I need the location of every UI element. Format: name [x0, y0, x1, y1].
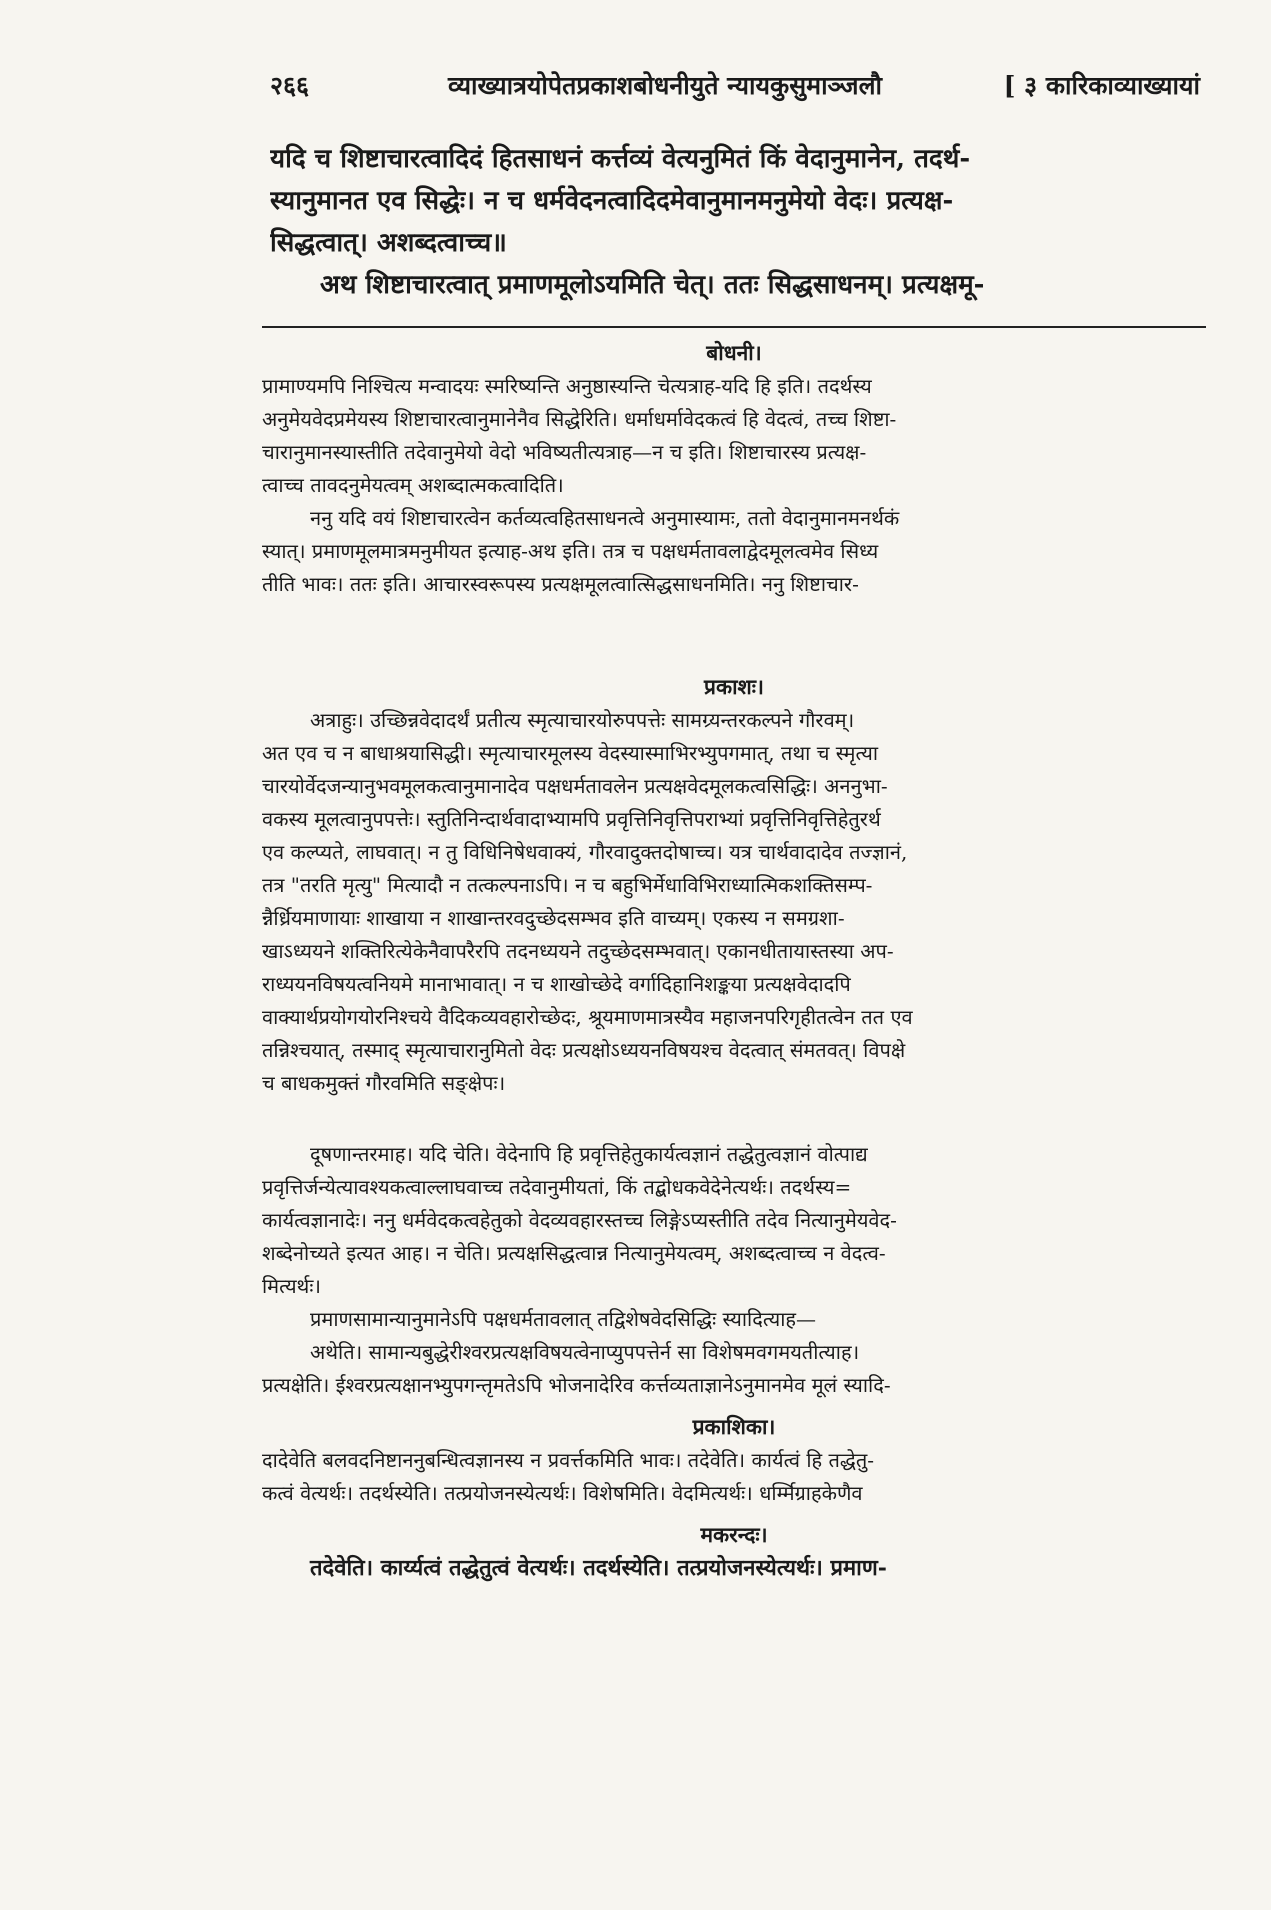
commentary-line: अत्राहुः। उच्छिन्नवेदादर्थं प्रतीत्य स्मृत्याचारयोरुपपत्तेः सामग्र्यन्तरकल्पने गौरवम्।: [310, 708, 855, 732]
commentary-line: च बाधकमुक्तं गौरवमिति सङ्क्षेपः।: [262, 1071, 506, 1095]
book-title: व्याख्यात्रयोपेतप्रकाशबोधनीयुते न्यायकुसुमाञ्जलौ: [447, 71, 883, 100]
commentary-line: तत्र "तरति मृत्यु" मित्यादौ न तत्कल्पनाऽपि। न च बहुभिर्मेधाविभिराध्यात्मिकशक्तिसम्प-: [262, 873, 873, 897]
prakashika-commentary: [262, 1410, 1206, 1510]
commentary-line: दूषणान्तरमाह। यदि चेति। वेदेनापि हि प्रवृत्तिहेतुकार्यत्वज्ञानं तद्धेतुत्वज्ञानं वोत्पाद्य: [310, 1142, 868, 1166]
makaranda-heading: मकरन्दः।: [700, 1522, 768, 1547]
section-label: [ ३ कारिकाव्याख्यायां: [1003, 71, 1200, 100]
commentary-line: प्रत्यक्षेति। ईश्वरप्रत्यक्षानभ्युपगन्तृमतेऽपि भोजनादेरिव कर्त्तव्यताज्ञानेऽनुमानमेव मूलं स्यादि-: [262, 1373, 891, 1397]
makaranda-commentary: [262, 1518, 1206, 1585]
commentary-line: वाक्यार्थप्रयोगयोरनिश्चये वैदिकव्यवहारोच्छेदः, श्रूयमाणमात्रस्यैव महाजनपरिगृहीतत्वेन तत एव: [262, 1005, 913, 1029]
commentary-line: दादेवेति बलवदनिष्टाननुबन्धित्वज्ञानस्य न प्रवर्त्तकमिति भावः। तदेवेति। कार्यत्वं हि तद्धेतु-: [262, 1448, 875, 1472]
page-number: २६६: [270, 71, 310, 100]
commentary-line: प्रमाणसामान्यानुमानेऽपि पक्षधर्मतावलात् तद्विशेषवेदसिद्धिः स्यादित्याह—: [310, 1307, 817, 1331]
commentary-line: त्वाच्च तावदनुमेयत्वम् अशब्दात्मकत्वादिति।: [262, 473, 564, 497]
commentary-line: न्नैर्ध्रियमाणायाः शाखाया न शाखान्तरवदुच्छेदसम्भव इति वाच्यम्। एकस्य न समग्रशा-: [262, 906, 845, 930]
prakasha-commentary: [262, 670, 1206, 1100]
commentary-line: कत्वं वेत्यर्थः। तदर्थस्येति। तत्प्रयोजनस्येत्यर्थः। विशेषमिति। वेदमित्यर्थः। धर्म्मिग्राहकेणैव: [262, 1481, 863, 1505]
main-line: अथ शिष्टाचारत्वात् प्रमाणमूलोऽयमिति चेत्। ततः सिद्धसाधनम्। प्रत्यक्षमू-: [320, 270, 985, 300]
commentary-line: वकस्य मूलत्वानुपपत्तेः। स्तुतिनिन्दार्थवादाभ्यामपि प्रवृत्तिनिवृत्तिपराभ्यां प्रवृत्तिनिवृत्तिहेतुरर्थ: [262, 807, 881, 831]
commentary-line: अत एव च न बाधाश्रयासिद्धी। स्मृत्याचारमूलस्य वेदस्यास्माभिरभ्युपगमात्, तथा च स्मृत्या: [262, 741, 879, 765]
main-text: [270, 138, 1200, 306]
commentary-line: तीति भावः। ततः इति। आचारस्वरूपस्य प्रत्यक्षमूलत्वात्सिद्धसाधनमिति। ननु शिष्टाचार-: [262, 572, 859, 596]
commentary-line: प्रवृत्तिर्जन्येत्यावश्यकत्वाल्लाघवाच्च तदेवानुमीयतां, किं तद्बोधकवेदेनेत्यर्थः। तदर्थस्य=: [262, 1175, 852, 1199]
bodhani-continued: [262, 1138, 1206, 1402]
commentary-line: तन्निश्चयात्, तस्माद् स्मृत्याचारानुमितो वेदः प्रत्यक्षोऽध्ययनविषयश्च वेदत्वात् संमतवत्। विपक्षे: [262, 1038, 906, 1062]
commentary-line: चारानुमानस्यास्तीति तदेवानुमेयो वेदो भविष्यतीत्यत्राह—न च इति। शिष्टाचारस्य प्रत्यक्ष-: [262, 440, 867, 464]
commentary-line: प्रामाण्यमपि निश्चित्य मन्वादयः स्मरिष्यन्ति अनुष्ठास्यन्ति चेत्यत्राह-यदि हि इति। तदर्थस्य: [262, 374, 872, 398]
commentary-line: ननु यदि वयं शिष्टाचारत्वेन कर्तव्यत्वहितसाधनत्वे अनुमास्यामः, ततो वेदानुमानमनर्थकं: [310, 506, 900, 530]
commentary-line: एव कल्प्यते, लाघवात्। न तु विधिनिषेधवाक्यं, गौरवादुक्तदोषाच्च। यत्र चार्थवादादेव तज्ज्ञानं,: [262, 840, 908, 864]
commentary-line: राध्ययनविषयत्वनियमे मानाभावात्। न च शाखोच्छेदे वर्गादिहानिशङ्कया प्रत्यक्षवेदादपि: [262, 972, 851, 996]
bodhani-commentary: [262, 336, 1206, 601]
commentary-line: स्यात्। प्रमाणमूलमात्रमनुमीयत इत्याह-अथ इति। तत्र च पक्षधर्मतावलाद्वेदमूलत्वमेव सिध्य: [262, 539, 879, 563]
commentary-line: खाऽध्ययने शक्तिरित्येकेनैवापरैरपि तदनध्ययने तदुच्छेदसम्भवात्। एकानधीतायास्तस्या अप-: [262, 939, 894, 963]
prakashika-heading: प्रकाशिका।: [692, 1414, 776, 1439]
commentary-line: शब्देनोच्यते इत्यत आह। न चेति। प्रत्यक्षसिद्धत्वान्न नित्यानुमेयत्वम्, अशब्दत्वाच्च न वेदत्व-: [262, 1241, 886, 1265]
main-line: सिद्धत्वात्। अशब्दत्वाच्च॥: [270, 228, 507, 258]
prakasha-heading: प्रकाशः।: [704, 674, 764, 699]
main-line: यदि च शिष्टाचारत्वादिदं हितसाधनं कर्त्तव्यं वेत्यनुमितं किं वेदानुमानेन, तदर्थ-: [270, 144, 971, 174]
bodhani-heading: बोधनी।: [706, 340, 762, 365]
commentary-line: कार्यत्वज्ञानादेः। ननु धर्मवेदकत्वहेतुको वेदव्यवहारस्तच्च लिङ्गेऽप्यस्तीति तदेव नित्यानुमेयवेद-: [262, 1208, 897, 1232]
main-line: स्यानुमानत एव सिद्धेः। न च धर्मवेदनत्वादिदमेवानुमानमनुमेयो वेदः। प्रत्यक्ष-: [270, 186, 954, 216]
commentary-line: अथेति। सामान्यबुद्धेरीश्वरप्रत्यक्षविषयत्वेनाप्युपपत्तेर्न सा विशेषमवगमयतीत्याह।: [310, 1340, 860, 1364]
running-header: [270, 68, 1200, 112]
commentary-line: मित्यर्थः।: [262, 1274, 321, 1298]
commentary-line: तदेवेति। कार्य्यत्वं तद्धेतुत्वं वेत्यर्थः। तदर्थस्येति। तत्प्रयोजनस्येत्यर्थः। प्रमाण-: [310, 1555, 887, 1581]
separator-rule: [262, 326, 1206, 328]
commentary-line: अनुमेयवेदप्रमेयस्य शिष्टाचारत्वानुमानेनैव सिद्धेरिति। धर्माधर्मावेदकत्वं हि वेदत्वं, तच्च शिष्टा-: [262, 407, 897, 431]
commentary-line: चारयोर्वेदजन्यानुभवमूलकत्वानुमानादेव पक्षधर्मतावलेन प्रत्यक्षवेदमूलकत्वसिद्धिः। अननुभा-: [262, 774, 888, 798]
